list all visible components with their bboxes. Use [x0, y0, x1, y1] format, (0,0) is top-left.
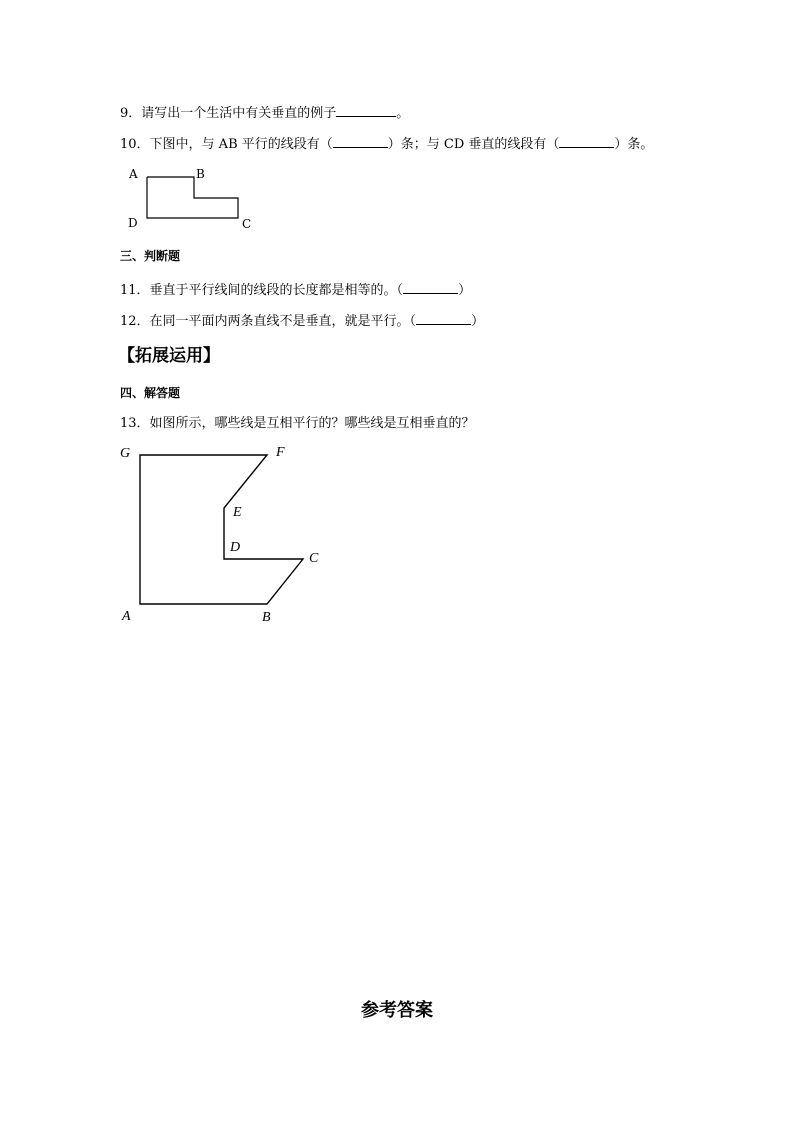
- label-G: G: [120, 446, 131, 461]
- question-12: 12．在同一平面内两条直线不是垂直，就是平行。（ ）: [120, 314, 485, 329]
- section-judge-heading: 三、判断题: [120, 249, 181, 263]
- label-F: F: [276, 445, 285, 460]
- question-number: 11．: [120, 283, 150, 298]
- question-text-part3: ）条。: [614, 137, 654, 152]
- label-C: C: [309, 551, 319, 566]
- question-text: 垂直于平行线间的线段的长度都是相等的。（: [149, 283, 404, 298]
- label-A: A: [122, 609, 131, 624]
- label-A: A: [129, 167, 138, 181]
- extension-heading: 【拓展运用】: [118, 346, 220, 366]
- question-text: 如图所示，哪些线是互相平行的？哪些线是互相垂直的？: [149, 416, 475, 431]
- question-number: 12．: [120, 314, 150, 329]
- label-D: D: [128, 216, 138, 230]
- label-D: D: [230, 540, 241, 555]
- answers-heading: 参考答案: [361, 1000, 433, 1021]
- section-solve-heading: 四、解答题: [120, 386, 181, 400]
- question-text: 在同一平面内两条直线不是垂直，就是平行。（: [149, 314, 417, 329]
- question-number: 9．: [120, 106, 142, 121]
- label-C: C: [242, 217, 252, 231]
- polygon-outline: [140, 455, 303, 604]
- question-text: 请写出一个生活中有关垂直的例子: [141, 106, 337, 121]
- question-text-part1: 下图中，与 AB 平行的线段有（: [149, 137, 333, 152]
- label-B: B: [196, 167, 205, 181]
- label-B: B: [262, 610, 271, 625]
- label-E: E: [233, 505, 242, 520]
- question-number: 10．: [120, 137, 150, 152]
- question-9: 9．请写出一个生活中有关垂直的例子 。: [120, 106, 410, 121]
- question-text-part2: ）条；与 CD 垂直的线段有（: [387, 137, 560, 152]
- question-11: 11．垂直于平行线间的线段的长度都是相等的。（ ）: [120, 283, 472, 298]
- question-number: 13．: [120, 416, 150, 431]
